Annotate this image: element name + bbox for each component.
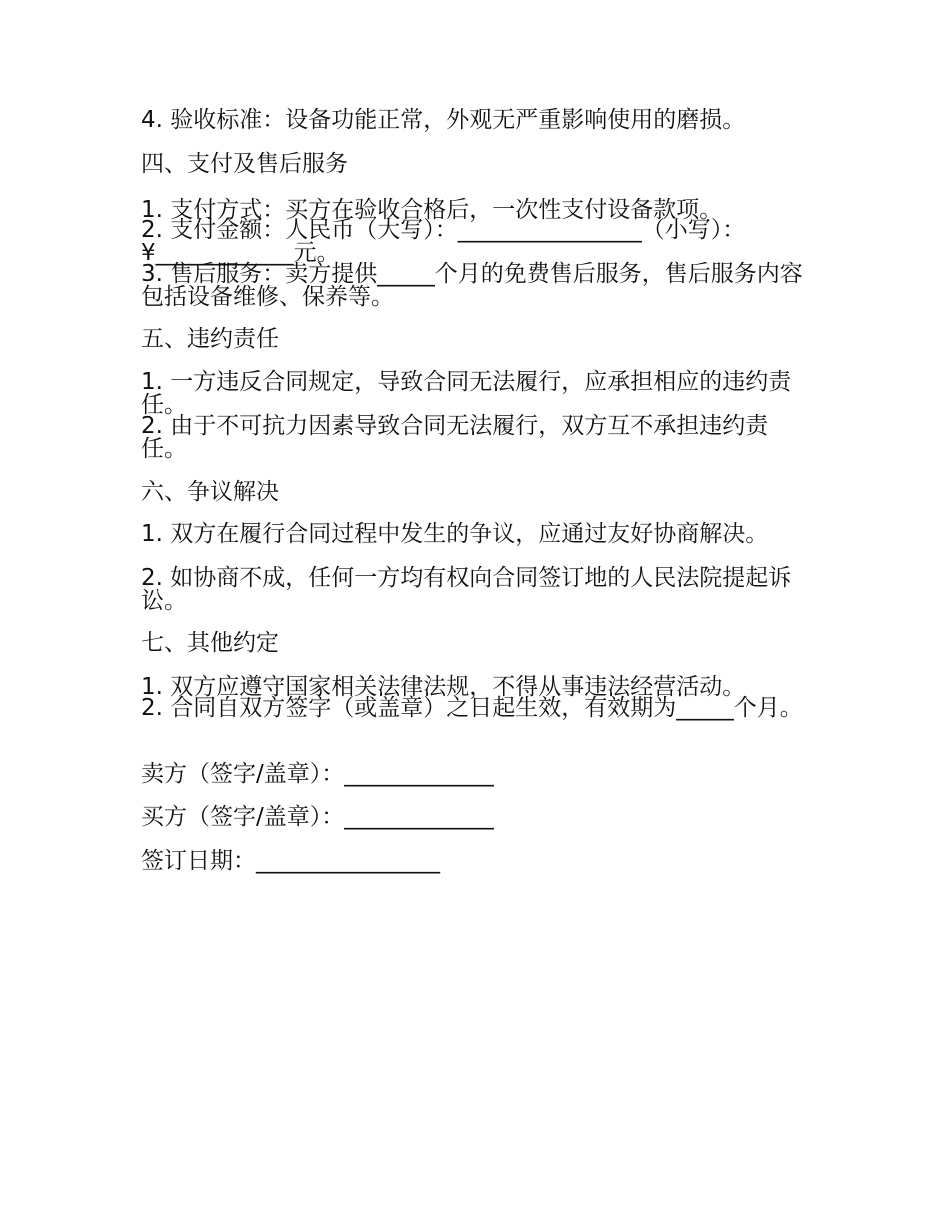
other-item-2: 2. 合同自双方签字（或盖章）之日起生效，有效期为_____个月。 xyxy=(141,695,803,721)
signing-date-line: 签订日期：________________ xyxy=(141,848,440,874)
dispute-item-2: 2. 如协商不成，任何一方均有权向合同签订地的人民法院提起诉讼。 xyxy=(141,565,792,614)
payment-amount-item: 2. 支付金额：人民币（大写）：________________（小写）：¥____________元。 xyxy=(141,217,746,266)
section-heading-other: 七、其他约定 xyxy=(141,630,279,656)
after-sales-item: 3. 售后服务：卖方提供_____个月的免费售后服务，售后服务内容包括设备维修、保养等。 xyxy=(141,261,803,310)
payment-method-item: 1. 支付方式：买方在验收合格后，一次性支付设备款项。 xyxy=(141,197,723,223)
section-heading-payment: 四、支付及售后服务 xyxy=(141,151,348,177)
acceptance-standard-item: 4. 验收标准：设备功能正常，外观无严重影响使用的磨损。 xyxy=(141,107,746,133)
section-heading-liability: 五、违约责任 xyxy=(141,326,279,352)
dispute-item-1: 1. 双方在履行合同过程中发生的争议，应通过友好协商解决。 xyxy=(141,521,769,547)
liability-item-2: 2. 由于不可抗力因素导致合同无法履行，双方互不承担违约责任。 xyxy=(141,413,769,462)
section-heading-dispute: 六、争议解决 xyxy=(141,479,279,505)
seller-signature-line: 卖方（签字/盖章）：_____________ xyxy=(141,761,494,787)
liability-item-1: 1. 一方违反合同规定，导致合同无法履行，应承担相应的违约责任。 xyxy=(141,369,792,418)
buyer-signature-line: 买方（签字/盖章）：_____________ xyxy=(141,804,494,830)
other-item-1: 1. 双方应遵守国家相关法律法规，不得从事违法经营活动。 xyxy=(141,674,746,700)
